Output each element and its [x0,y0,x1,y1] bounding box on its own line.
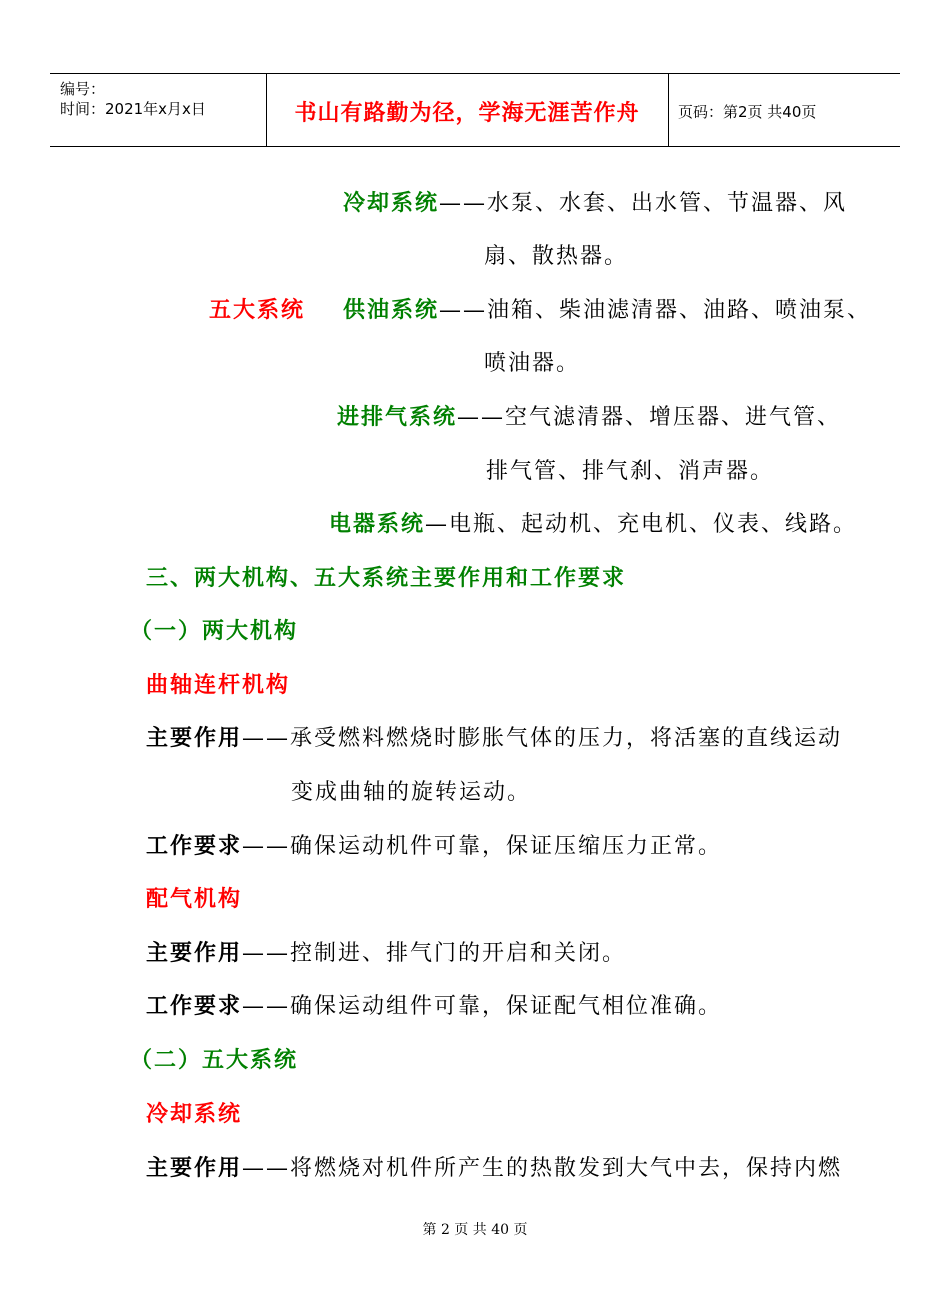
cooling-role-label: 主要作用 [146,1156,243,1181]
header-top-border [50,73,900,74]
header-page-info: 页码：第2页 共40页 [678,103,817,121]
header-divider-right [668,73,669,146]
page-footer: 第 2 页 共 40 页 [422,1222,528,1238]
five-systems-label: 五大系统 [209,298,306,323]
cooling-system-desc-1: ——水泵、水套、出水管、节温器、风 [439,191,848,216]
valve-role-text: ——控制进、排气门的开启和关闭。 [242,941,627,966]
fuel-system-name: 供油系统 [343,298,440,323]
section-3-title: 三、两大机构、五大系统主要作用和工作要求 [146,566,627,591]
crank-role-label: 主要作用 [146,726,243,751]
electric-system-desc-1: —电瓶、起动机、充电机、仪表、线路。 [425,512,858,537]
header-time-label: 时间：2021年x月x日 [60,100,206,118]
fuel-line-2: 喷油器。 [484,351,581,376]
cooling-line-2: 扇、散热器。 [484,244,629,269]
crank-req-text: ——确保运动机件可靠，保证压缩压力正常。 [242,834,723,859]
fuel-system-desc-1: ——油箱、柴油滤清器、油路、喷油泵、 [439,298,872,323]
cooling-role-text: ——将燃烧对机件所产生的热散发到大气中去，保持内燃 [242,1156,843,1181]
valve-role-line [146,936,626,967]
header-motto: 书山有路勤为径，学海无涯苦作舟 [294,100,640,126]
cooling-system-title: 冷却系统 [146,1102,243,1127]
crank-role-text-1: ——承受燃料燃烧时膨胀气体的压力，将活塞的直线运动 [242,726,843,751]
valve-req-text: ——确保运动组件可靠，保证配气相位准确。 [242,994,723,1019]
header-number-label: 编号： [60,80,106,98]
crank-role-line-2: 变成曲轴的旋转运动。 [291,780,532,805]
electric-line-1 [329,507,857,538]
intake-line-1 [337,400,841,431]
valve-role-label: 主要作用 [146,941,243,966]
crank-req-line [146,829,722,860]
cooling-role-line [146,1151,842,1182]
electric-system-name: 电器系统 [329,512,426,537]
header-bottom-border [50,146,900,147]
subsection-2-title: （二）五大系统 [130,1048,299,1073]
subsection-1-title: （一）两大机构 [130,619,299,644]
valve-req-line [146,989,722,1020]
valve-req-label: 工作要求 [146,994,243,1019]
cooling-line-1 [343,186,847,217]
intake-system-name: 进排气系统 [337,405,458,430]
intake-system-desc-1: ——空气滤清器、增压器、进气管、 [457,405,842,430]
valve-mechanism-title: 配气机构 [146,887,243,912]
crank-mechanism-title: 曲轴连杆机构 [146,673,291,698]
cooling-system-name: 冷却系统 [343,191,440,216]
intake-line-2: 排气管、排气刹、消声器。 [486,459,775,484]
crank-role-line-1 [146,721,842,752]
fuel-line-1 [343,293,871,324]
crank-req-label: 工作要求 [146,834,243,859]
